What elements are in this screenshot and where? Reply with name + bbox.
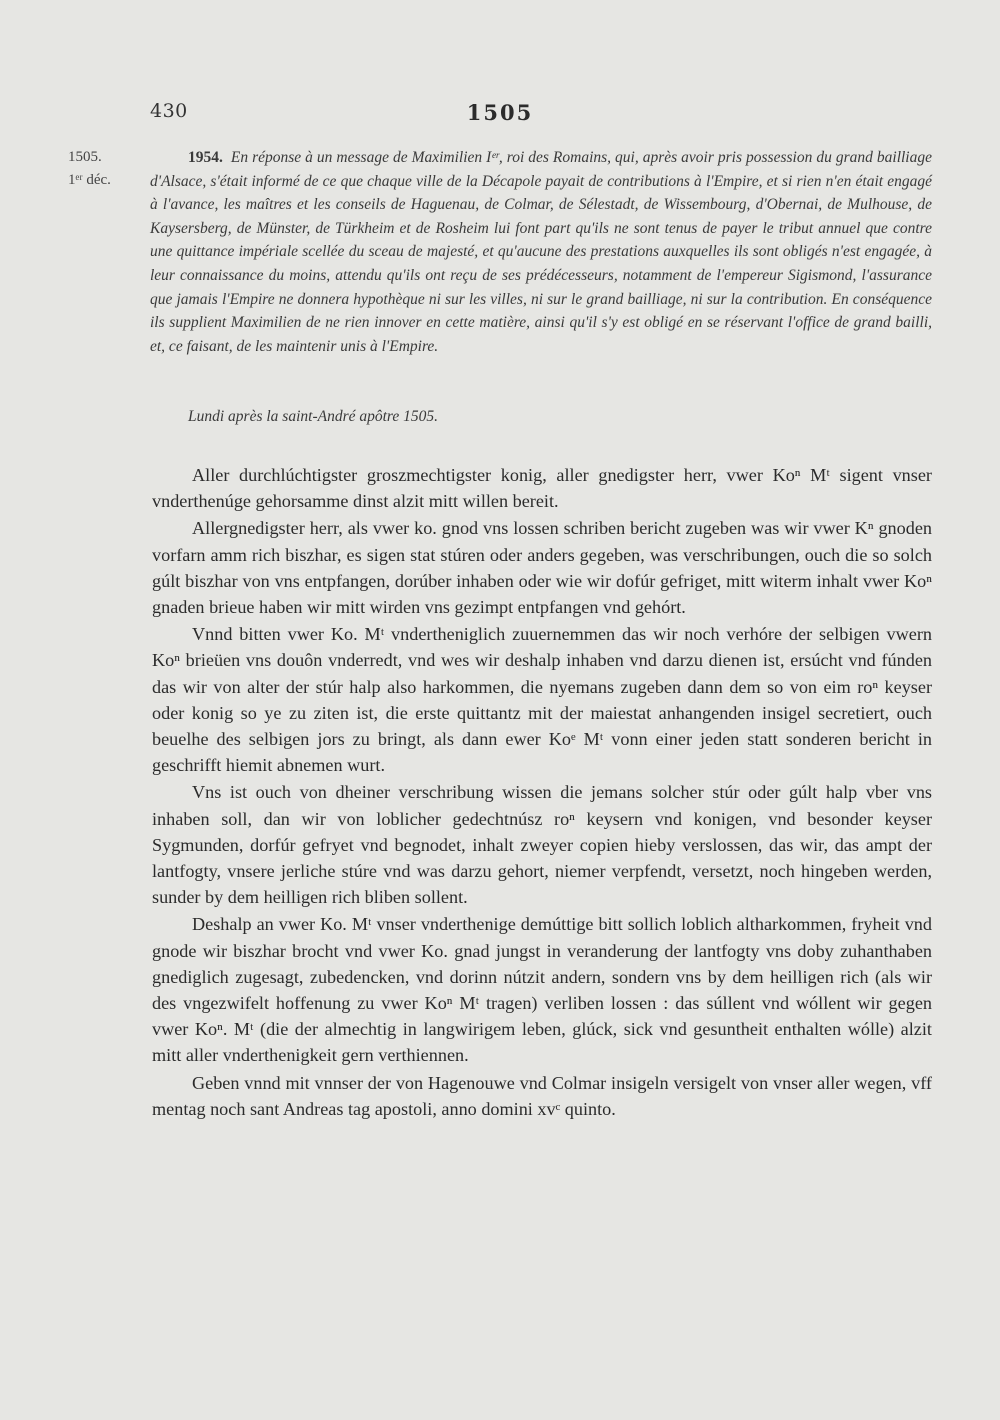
- margin-date: [68, 146, 148, 192]
- running-head-year: 1505: [466, 100, 534, 125]
- letter-paragraph: Allergnedigster herr, als vwer ko. gnod vns lossen schriben bericht zugeben was wir vwer Kⁿ gnoden vorfarn amm rich biszhar, es sigen stat stúren oder anders gegeben, was verschribungen, ouch die so solch gúlt biszhar von vns entpfangen, dorúber inhaben oder wie wir dofúr gefriget, mitt witerm inhalt vwer Koⁿ gnaden brieue haben wir mitt wirden vns gezimpt entpfangen vnd gehórt.: [152, 518, 932, 618]
- letter-paragraph: Vns ist ouch von dheiner verschribung wissen die jemans solcher stúr oder gúlt halp vber vns inhaben soll, dan wir von loblicher gedechtnúsz roⁿ keysern vnd konigen, vnd besonder keyser Sygmunden, dorfúr gefryet vnd begnodet, inhalt zweyer copien hieby verslossen, das wir, das ampt der lantfogty, vnsere jerliche stúre vnd was darzu gehort, niemer verpfendt, versetzt, noch hingeben werden, sunder by dem heilligen rich bliben sollent.: [152, 782, 932, 908]
- letter-paragraph: Aller durchlúchtigster groszmechtigster konig, aller gnedigster herr, vwer Koⁿ Mᵗ sigent vnser vnderthenúge gehorsamme dinst alzit mitt willen bereit.: [152, 465, 932, 512]
- summary-text: En réponse à un message de Maximilien Iᵉʳ, roi des Romains, qui, après avoir pris possession du grand bailliage d'Alsace, s'était informé de ce que chaque ville de la Décapole payait de contributions à l'Empire, et si rien n'en était engagé à l'avance, les maîtres et les conseils de Haguenau, de Colmar, de Sélestadt, de Wissembourg, d'Obernai, de Mulhouse, de Kaysersberg, de Münster, de Türkheim et de Rosheim lui font part qu'ils ne sont tenus de payer le tribut annuel que contre une quittance impériale scellée du sceau de majesté, et qu'aucune des prestations auxquelles ils sont obligés n'est engagée, à leur connaissance du moins, attendu qu'ils ont reçu de ses prédécesseurs, notamment de l'empereur Sigismond, l'assurance que jamais l'Empire ne donnera hypothèque ni sur les villes, ni sur le grand bailliage, ni sur la contribution. En conséquence ils supplient Maximilien de ne rien innover en cette matière, ainsi qu'il s'y est obligé en se réservant l'office de grand bailli, et, ce faisant, de les maintenir unis à l'Empire.: [150, 149, 932, 355]
- page-number: 430: [150, 100, 188, 122]
- letter-body: [152, 462, 932, 1122]
- document-number: 1954.: [188, 149, 223, 166]
- margin-year: 1505.: [68, 149, 102, 165]
- summary-dateline: Lundi après la saint-André apôtre 1505.: [188, 408, 439, 425]
- letter-paragraph: Deshalp an vwer Ko. Mᵗ vnser vnderthenige demúttige bitt sollich loblich altharkommen, fryheit vnd gnode wir biszhar brocht vnd vwer Ko. gnad jungst in veranderung der lantfogty vns doby zuhanthaben gnediglich zugesagt, zubedencken, vnd dorinn nútzit andern, sondern vns by dem heilligen rich (als wir des vngezwifelt hoffenung zu vwer Koⁿ Mᵗ tragen) verliben lossen : das súllent vnd wóllent wir gegen vwer Koⁿ. Mᵗ (die der almechtig in langwirigem leben, glúck, sick vnd gesuntheit enthalten wólle) alzit mitt aller vnderthenigkeit gern verthiennen.: [152, 914, 932, 1066]
- letter-paragraph: Geben vnnd mit vnnser der von Hagenouwe vnd Colmar insigeln versigelt von vnser aller wegen, vff mentag noch sant Andreas tag apostoli, anno domini xvᶜ quinto.: [152, 1072, 932, 1119]
- document-summary: [150, 146, 932, 358]
- letter-paragraph: Vnnd bitten vwer Ko. Mᵗ vndertheniglich zuuernemmen das wir noch verhóre der selbigen vwern Koⁿ brieüen vns douôn vnderredt, vnd wes wir deshalp inhaben vnd darzu dienen ist, ersúcht vnd fúnden das wir von alter der stúr halp also harkommen, die nyemans zugeben dann dem so von eim roⁿ keyser oder konig so ye zu ziten ist, die erste quittantz mit der maiestat anhangenden insigel secretiert, ouch beuelhe des selbigen jors zu bringt, als dann ewer Koᵉ Mᵗ vonn einer jeden statt sonderen bericht in geschrifft hiemit abnemen wurt.: [152, 624, 932, 776]
- margin-day: 1ᵉʳ déc.: [68, 172, 111, 188]
